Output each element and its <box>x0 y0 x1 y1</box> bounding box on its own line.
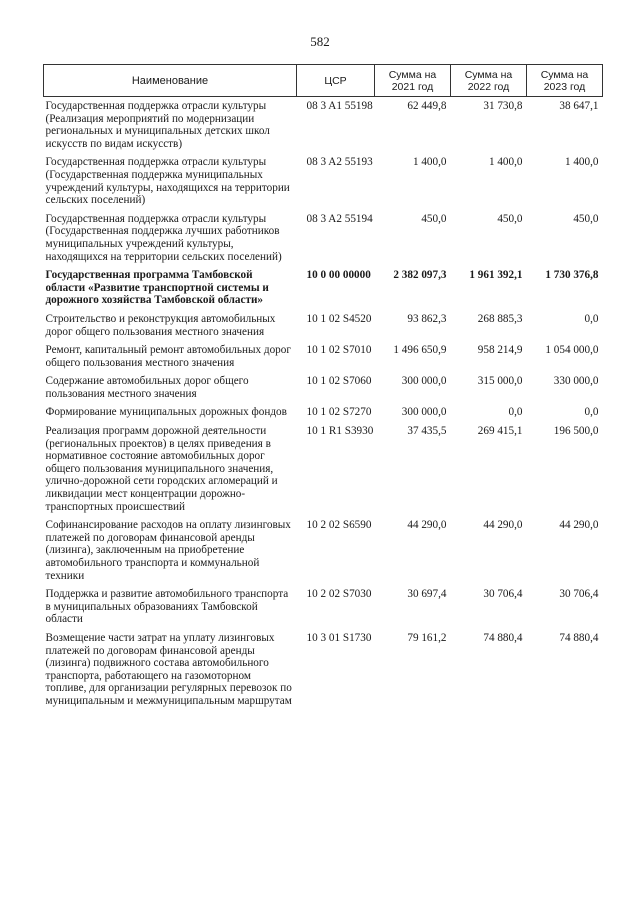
table-row <box>44 519 603 588</box>
row-sum-2022: 31 730,8 <box>483 100 523 112</box>
row-name: Ремонт, капитальный ремонт автомобильных дорог общего пользования местного значения <box>45 344 291 369</box>
row-sum-2022: 0,0 <box>508 406 523 419</box>
header-sum-2023: Сумма на 2023 год <box>527 65 603 97</box>
row-sum-2023: 30 706,4 <box>559 588 599 601</box>
row-sum-2023: 38 647,1 <box>559 100 599 112</box>
row-sum-2022: 450,0 <box>497 212 523 225</box>
row-name: Софинансирование расходов на оплату лизинговых платежей по договорам финансовой аренды (лизинга), заключенным на приобретение автомобильного транспорта и коммунальной техники <box>45 519 291 582</box>
row-name: Поддержка и развитие автомобильного транспорта в муниципальных образованиях Тамбовской области <box>45 588 289 626</box>
header-code: ЦСР <box>297 65 375 97</box>
table-row <box>44 313 603 344</box>
header-sum-2021: Сумма на 2021 год <box>375 65 451 97</box>
row-code: 10 2 02 S7030 <box>306 588 372 601</box>
row-sum-2023: 0,0 <box>584 312 599 325</box>
row-name: Реализация программ дорожной деятельности (региональных проектов) в целях приведения в нормативное состояние автомобильных дорог общего пользования муниципального значения, улично-дорожной сети городских агломераций и ликвидации мест концентрации дорожно-транспортных происшествий <box>45 425 278 513</box>
row-code: 10 3 01 S1730 <box>306 631 372 644</box>
row-name: Возмещение части затрат на уплату лизинговых платежей по договорам финансовой аренды (лизинга) подвижного состава автомобильного транспорта, работающего на газомоторном топливе, для организации регулярных перевозок по муниципальным и межмуниципальным маршрутам <box>45 631 292 707</box>
table-header <box>44 65 603 97</box>
row-sum-2023: 0,0 <box>584 406 599 419</box>
row-sum-2023: 1 730 376,8 <box>545 269 599 282</box>
row-name: Государственная поддержка отрасли культуры (Реализация мероприятий по модернизации региональных и муниципальных детских школ искусств по видам искусств) <box>45 100 270 150</box>
table-row-program <box>44 269 603 313</box>
row-sum-2023: 44 290,0 <box>559 519 599 532</box>
table-row <box>44 156 603 212</box>
row-sum-2022: 958 214,9 <box>477 344 523 357</box>
row-sum-2022: 269 415,1 <box>477 425 523 438</box>
row-sum-2021: 300 000,0 <box>401 406 447 419</box>
row-name: Строительство и реконструкция автомобильных дорог общего пользования местного значения <box>45 312 276 338</box>
row-code: 10 1 R1 S3930 <box>306 425 374 438</box>
row-name: Содержание автомобильных дорог общего пользования местного значения <box>45 375 249 400</box>
row-sum-2021: 300 000,0 <box>401 375 447 388</box>
table-row <box>44 97 603 157</box>
budget-table <box>43 64 603 714</box>
row-code: 08 3 A1 55198 <box>306 100 373 112</box>
table-row <box>44 425 603 519</box>
row-code: 08 3 A2 55194 <box>306 212 373 225</box>
row-sum-2022: 268 885,3 <box>477 312 523 325</box>
row-code: 10 1 02 S7270 <box>306 406 372 419</box>
row-sum-2022: 74 880,4 <box>483 631 523 644</box>
row-sum-2023: 196 500,0 <box>553 425 599 438</box>
row-code: 08 3 A2 55193 <box>306 156 373 169</box>
header-name: Наименование <box>44 65 297 97</box>
table-row <box>44 588 603 632</box>
row-code: 10 1 02 S7060 <box>306 375 372 388</box>
row-sum-2021: 62 449,8 <box>407 100 447 112</box>
table-row <box>44 344 603 375</box>
table-row <box>44 213 603 269</box>
row-sum-2021: 44 290,0 <box>407 519 447 532</box>
row-sum-2021: 30 697,4 <box>407 588 447 601</box>
row-sum-2023: 330 000,0 <box>553 375 599 388</box>
row-code: 10 1 02 S4520 <box>306 312 372 325</box>
row-sum-2023: 1 054 000,0 <box>545 344 599 357</box>
row-sum-2022: 30 706,4 <box>483 588 523 601</box>
header-sum-2022: Сумма на 2022 год <box>451 65 527 97</box>
row-sum-2023: 74 880,4 <box>559 631 599 644</box>
row-sum-2021: 79 161,2 <box>407 631 447 644</box>
row-sum-2023: 450,0 <box>573 212 599 225</box>
row-sum-2021: 450,0 <box>421 212 447 225</box>
row-sum-2021: 1 496 650,9 <box>393 344 447 357</box>
row-code: 10 1 02 S7010 <box>306 344 372 357</box>
row-sum-2022: 1 961 392,1 <box>469 269 523 282</box>
page-number: 582 <box>310 34 330 49</box>
row-sum-2021: 1 400,0 <box>412 156 447 169</box>
table-row <box>44 632 603 714</box>
table-row <box>44 375 603 406</box>
row-sum-2021: 37 435,5 <box>407 425 447 438</box>
row-code: 10 0 00 00000 <box>306 269 371 282</box>
row-sum-2021: 93 862,3 <box>407 312 447 325</box>
table-row <box>44 406 603 425</box>
row-sum-2022: 315 000,0 <box>477 375 523 388</box>
row-sum-2021: 2 382 097,3 <box>393 269 447 282</box>
row-name: Государственная поддержка отрасли культуры (Государственная поддержка муниципальных учреждений культуры, находящихся на территории сельских поселений) <box>45 156 290 207</box>
row-name: Государственная программа Тамбовской области «Развитие транспортной системы и дорожного хозяйства Тамбовской области» <box>45 269 269 307</box>
row-sum-2023: 1 400,0 <box>564 156 599 169</box>
row-code: 10 2 02 S6590 <box>306 519 372 532</box>
row-sum-2022: 44 290,0 <box>483 519 523 532</box>
row-name: Формирование муниципальных дорожных фондов <box>45 406 287 419</box>
row-name: Государственная поддержка отрасли культуры (Государственная поддержка лучших работников муниципальных учреждений культуры, находящихся на территории сельских поселений) <box>45 212 282 263</box>
row-sum-2022: 1 400,0 <box>488 156 523 169</box>
